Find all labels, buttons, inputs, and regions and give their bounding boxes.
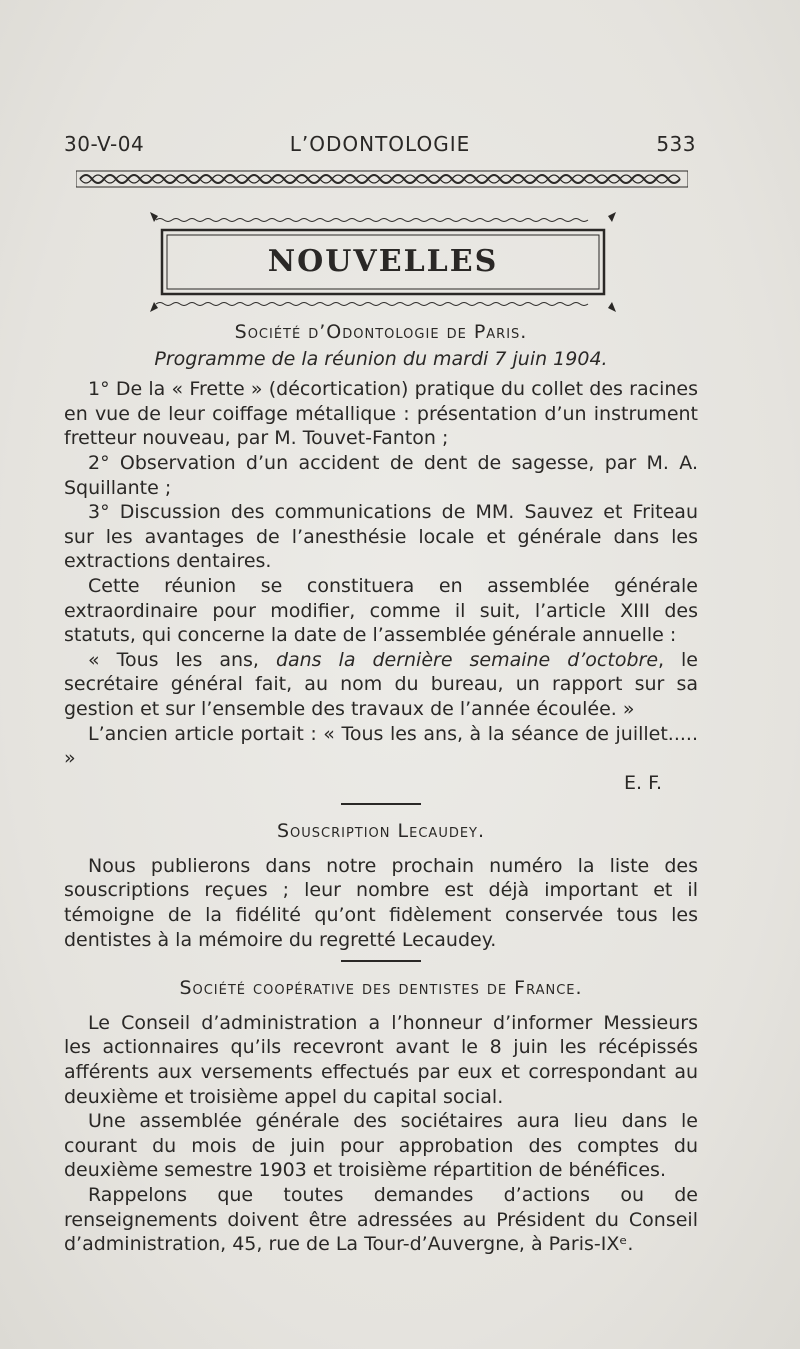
journal-title: L’ODONTOLOGIE xyxy=(289,132,471,156)
article-title: Souscription Lecaudey. xyxy=(276,820,486,843)
article-title: Société coopérative des dentistes de France. xyxy=(179,977,583,1000)
quote-start: « Tous les ans, xyxy=(88,648,276,671)
section-divider xyxy=(341,803,421,805)
article-subtitle: Programme de la réunion du mardi 7 juin 1904. xyxy=(154,347,608,370)
section-divider xyxy=(341,960,421,962)
paragraph: Une assemblée générale des sociétaires aura lieu dans le courant du mois de juin pour approbation des comptes du deuxième semestre 1903 et troisième répartition de bénéfices. xyxy=(64,1110,698,1182)
paragraph: Nous publierons dans notre prochain numéro la liste des souscriptions reçues ; leur nombre est déjà important et il témoigne de la fidélité qu’ont fidèlement conservée tous les dentistes à la mémoire du regretté Lecaudey. xyxy=(64,854,698,951)
article-title: Société d’Odontologie de Paris. xyxy=(234,321,528,343)
signature: E. F. xyxy=(624,771,662,794)
ornamental-border xyxy=(76,168,688,190)
paragraph: Cette réunion se constituera en assemblée générale extraordinaire pour modifier, comme il suit, l’article XIII des statuts, qui concerne la date de l’assemblée générale annuelle : xyxy=(64,574,698,647)
paragraph: Rappelons que toutes demandes d’actions ou de renseignements doivent être adressées au Président du Conseil d’administration, 45, rue de La Tour-d’Auvergne, à Paris-IXᵉ. xyxy=(64,1184,698,1256)
quote-italic: dans la dernière semaine d’octobre xyxy=(275,648,659,671)
section-title: NOUVELLES xyxy=(267,244,499,279)
paragraph: Le Conseil d’administration a l’honneur d’informer Messieurs les actionnaires qu’ils recevront avant le 8 juin les récépissés afférents aux versements effectués par eux et correspondant au deuxième et troisième appel du capital social. xyxy=(64,1011,698,1108)
paragraph: L’ancien article portait : « Tous les ans, à la séance de juillet..... » xyxy=(64,722,698,770)
article-body xyxy=(64,320,698,1257)
issue-date: 30-V-04 xyxy=(64,132,145,156)
agenda-item: 3° Discussion des communications de MM. Sauvez et Friteau sur les avantages de l’anesthésie locale et générale dans les extractions dentaires. xyxy=(64,501,698,573)
quoted-paragraph xyxy=(64,648,698,722)
quote-end: , le secrétaire général fait, au nom du bureau, un rapport sur sa gestion et sur l’ensemble des travaux de l’année écoulée. » xyxy=(64,648,698,720)
section-banner xyxy=(148,210,618,314)
page-number: 533 xyxy=(656,132,696,156)
running-head xyxy=(64,132,696,160)
agenda-item: 2° Observation d’un accident de dent de sagesse, par M. A. Squillante ; xyxy=(64,451,698,499)
agenda-item: 1° De la « Frette » (décortication) pratique du collet des racines en vue de leur coiffage métallique : présentation d’un instrument fretteur nouveau, par M. Touvet-Fanton ; xyxy=(64,378,698,450)
